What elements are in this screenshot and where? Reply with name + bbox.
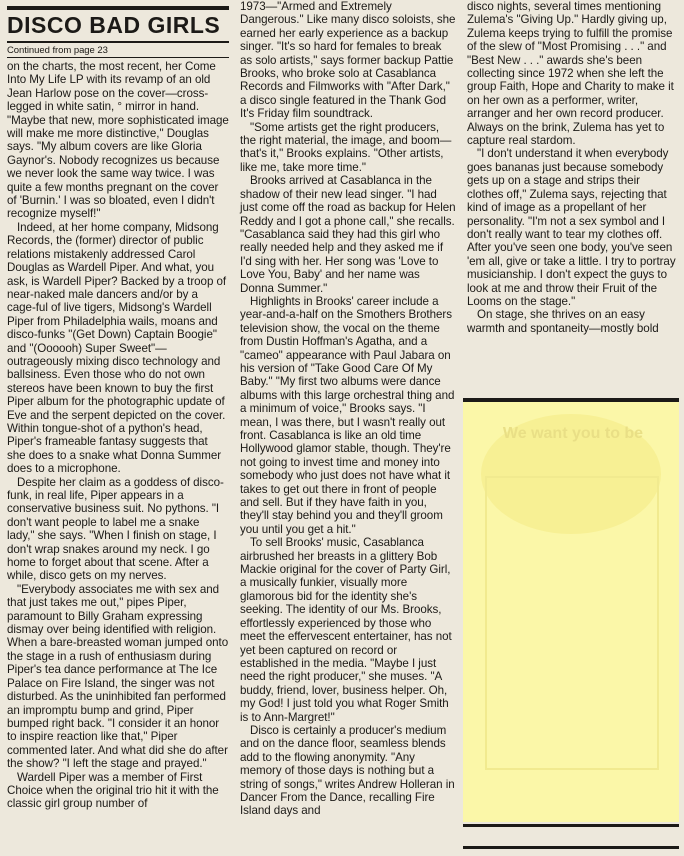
paragraph: Despite her claim as a goddess of disco-funk, in real life, Piper appears in a conservative business suit. No pythons. "I don't want people to label me a snake lady," she says. "When I finish on stage, I don't wrap snakes around my neck. I go home to forget about that scene. After a while, disco gets on my nerves.: [7, 475, 224, 583]
paragraph: Highlights in Brooks' career include a year-and-a-half on the Smothers Brothers television show, the vocal on the theme from Dustin Hoffman's Agatha, and a "cameo" appearance with Paul Jabara on his version of "Take Good Care Of My Baby." "My first two albums were dance albums with this large orchestral thing and a minimum of voice," Brooks says. "I mean, I was there, but I wasn't really out front. Casablanca is like an old time Hollywood glamor stable, though. They're not going to invest time and money into somebody who just does not have what it takes to get out there in front of people and sell. But if they have faith in you, they'll stay behind you and they'll groom you until you get a hit.": [240, 294, 455, 536]
paragraph: Wardell Piper was a member of First Choice when the original trio hit it with the classic girl group number of: [7, 770, 219, 811]
paragraph: To sell Brooks' music, Casablanca airbrushed her breasts in a glittery Bob Mackie original for the cover of Party Girl, a musically funkier, visually more glamorous bid for the identity she's seeking. The identity of our Ms. Brooks, effortlessly experienced by those who meet the effervescent entertainer, has not yet been captured on record or established in the media. "Maybe I just need the right producer," she muses. "A buddy, friend, lover, business helper. Oh, my God! I just told you what Roger Smith is to Ann-Margret!": [240, 536, 452, 724]
column-3: [467, 0, 679, 335]
paragraph: Indeed, at her home company, Midsong Records, the (former) director of public relations mistakenly addressed Carol Douglas as Wardell Piper. And what, you ask, is Wardell Piper? Backed by a troop of near-naked male dancers and/or by a cage-ful of live tigers, Midsong's Wardell Piper from Philadelphia wails, moans and disco-funks "(Get Down) Captain Boogie" and "(Oooooh) Super Sweet"—outrageously mixing disco technology and ballsiness. Even those who do not own stereos have been known to buy the first Piper album for the photographic update of Eve and the serpent depicted on the cover. Within tongue-shot of a python's head, Piper's frameable fantasy suggests that she does to a snake what Donna Summer does to a microphone.: [7, 220, 227, 476]
paragraph: Brooks arrived at Casablanca in the shadow of their new lead singer. "I had just come off the road as backup for Helen Reddy and I got a phone call," she recalls. "Casablanca said they had this girl who really needed help and they asked me if I'd sing with her. Her song was 'Love to Love You, Baby' and her name was Donna Summer.": [240, 174, 456, 295]
continued-note: Continued from page 23: [7, 45, 229, 58]
paragraph: 1973—"Armed and Extremely Dangerous." Like many disco soloists, she earned her early experience as a backup singer. "It's so hard for females to break as solo artists," says former backup Pattie Brooks, who broke solo at Casablanca Records and Filmworks with "After Dark," a disco single featured in the Thank God It's Friday film soundtrack.: [240, 0, 456, 121]
paragraph: Disco is certainly a producer's medium and on the dance floor, seamless blends add to the flowing anonymity. "Any memory of those days is nothing but a string of songs," writes Andrew Holleran in Dancer From the Dance, recalling Fire Island days and: [240, 723, 455, 818]
paragraph: disco nights, several times mentioning Zulema's "Giving Up." Hardly giving up, Zulema keeps trying to fulfill the promise of the slew of "Most Promising . . ." and "Best New . . ." awards she's been collecting since 1972 when she left the group Faith, Hope and Charity to make it on her own as a performer, writer, arranger and her own record producer. Always on the brink, Zulema has yet to capture real stardom.: [467, 0, 674, 148]
column-2: [240, 0, 456, 818]
paragraph: on the charts, the most recent, her Come Into My Life LP with its revamp of an old Jean Harlow pose on the cover—cross-legged in white satin, ° mirror in hand. "Maybe that new, more sophisticated image will make me more distinctive," Douglas says. "My album covers are like Gloria Gaynor's. Nobody recognizes us because we never look the same way twice. I was quite a few months pregnant on the cover of 'Burnin.' I was so bloated, even I didn't recognize myself!": [7, 60, 229, 221]
footer-rule: [463, 824, 679, 827]
article-title: DISCO BAD GIRLS: [7, 12, 221, 38]
footer-rule: [463, 846, 679, 849]
ad-faded-text: We want you to be: [502, 425, 644, 442]
paragraph: "Some artists get the right producers, the right material, the image, and boom—that's it," Brooks explains. "Other artists, like me, take more time.": [240, 120, 452, 174]
column-1: [7, 0, 229, 811]
paragraph: "Everybody associates me with sex and that just takes me out," pipes Piper, paramount to Billy Graham expressing dismay over being identified with religion. When a bare-breasted woman jumped onto the stage in a rush of enthusiasm during Piper's tea dance performance at The Ice Palace on Fire Island, the singer was not disturbed. As the uninhibited fan performed an impromptu bump and grind, Piper bumped right back. "I consider it an honor to inspire reaction like that," Piper commented later. And what did she do after the show? "I left the stage and prayed.": [7, 582, 229, 771]
advertisement-box: [463, 398, 679, 822]
paragraph: On stage, she thrives on an easy warmth and spontaneity—mostly bold: [467, 308, 659, 335]
title-rule-bottom: [7, 41, 229, 43]
paragraph: "I don't understand it when everybody goes bananas just because somebody gets up on a stage and strips their clothes off," Zulema says, rejecting that kind of image as a propellant of her personality. "I'm not a sex symbol and I don't really want to tear my clothes off. After you've seen one body, you've seen 'em all, give or take a little. I try to portray musicianship. I don't expect the guys to look at me and throw their Fruit of the Looms on the stage.": [467, 147, 676, 308]
ad-faded-block: [485, 476, 659, 770]
